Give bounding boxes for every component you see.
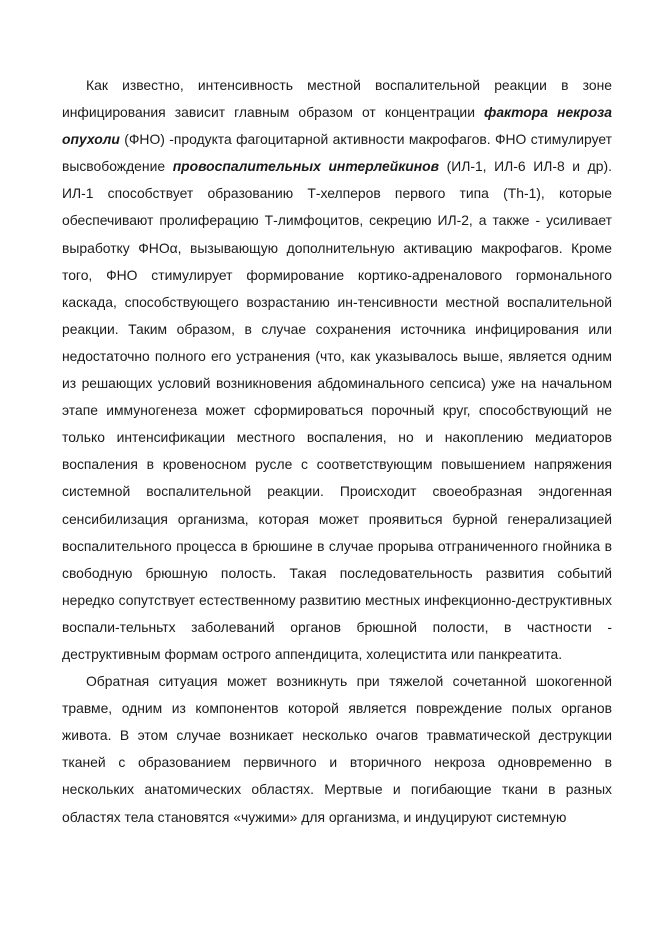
text-span: (ФНО) -продукта фагоцитарной активности макрофагов. ФНО стимулирует высвобождение [62,131,612,175]
document-page [62,72,612,831]
emphasis-term-interleukins: провоспалительных интерлейкинов [172,158,439,175]
text-span: Обратная ситуация может возникнуть при тяжелой сочетанной шокогенной травме, одним из компонентов которой является повреждение полых органов живота. В этом случае возникает несколько очагов травматической деструкции тканей с образованием первичного и вторичного некроза одновременно в нескольких анатомических областях. Мертвые и погибающие ткани в разных областях тела становятся «чужими» для организма, и индуцируют системную [62,673,612,825]
emphasis-term-tnf: фактора некроза опухоли [62,104,612,148]
paragraph-1 [62,72,612,668]
text-span: Как известно, интенсивность местной воспалительной реакции в зоне инфицирования зависит главным образом от концентрации [62,77,612,121]
text-span: (ИЛ-1, ИЛ-6 ИЛ-8 и др). ИЛ-1 способствует образованию Т-хелперов первого типа (Th-1), которые обеспечивают пролиферацию Т-лимфоцитов, секрецию ИЛ-2, а также - усиливает выработку ФНОα, вызывающую дополнительную активацию макрофагов. Кроме того, ФНО стимулирует формирование кортико-адреналового гормонального каскада, способствующего возрастанию ин-тенсивности местной воспалительной реакции. Таким образом, в случае сохранения источника инфицирования или недостаточно полного его устранения (что, как указывалось выше, является одним из решающих условий возникновения абдоминального сепсиса) уже на начальном этапе иммуногенеза может сформироваться порочный круг, способствующий не только интенсификации местного воспаления, но и накоплению медиаторов воспаления в кровеносном русле с соответствующим повышением напряжения системной воспалительной реакции. Происходит своеобразная эндогенная сенсибилизация организма, которая может проявиться бурной генерализацией воспалительного процесса в брюшине в случае прорыва отграниченного гнойника в свободную брюшную полость. Такая последовательность развития событий нередко сопутствует естественному развитию местных инфекционно-деструктивных воспали-тельньтх заболеваний органов брюшной полости, в частности - деструктивным формам острого аппендицита, холецистита или панкреатита. [62,158,612,662]
paragraph-2 [62,668,612,831]
